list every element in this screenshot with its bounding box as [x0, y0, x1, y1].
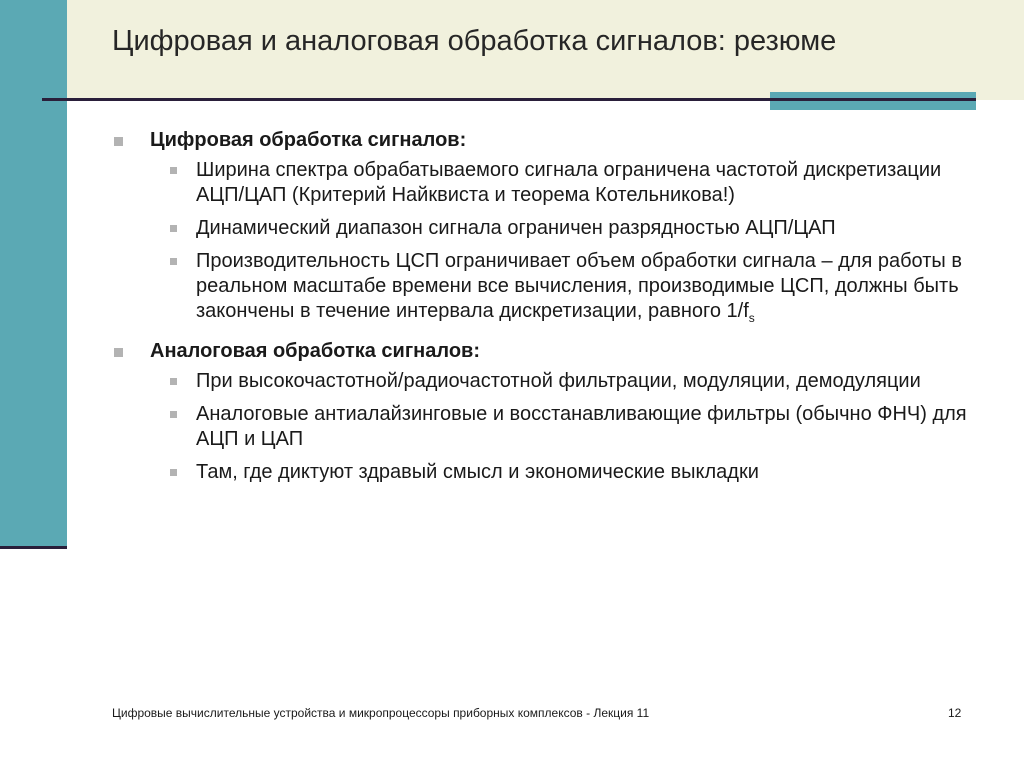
list-item [110, 216, 990, 241]
title-accent-bar [770, 92, 976, 110]
list-item-text: Там, где диктуют здравый смысл и экономические выкладки [196, 461, 759, 483]
page-number: 12 [948, 706, 962, 720]
list-item [110, 158, 990, 208]
list-item [110, 460, 990, 485]
section-analog [110, 339, 990, 485]
section-heading [110, 128, 990, 152]
list-item-text: Динамический диапазон сигнала ограничен разрядностью АЦП/ЦАП [196, 217, 836, 239]
square-bullet-icon [170, 258, 177, 265]
list-item-text: Производительность ЦСП ограничивает объем обработки сигнала – для работы в реальном масштабе времени все вычисления, производимые ЦСП, должны быть закончены в течение интервала дискретизации, равного 1/f [196, 250, 962, 322]
bullet-list [110, 158, 990, 331]
slide-content [110, 128, 990, 493]
square-bullet-icon [114, 137, 123, 146]
subscript-s: s [748, 311, 755, 325]
section-digital [110, 128, 990, 331]
section-heading-text: Аналоговая обработка сигналов: [150, 340, 480, 362]
section-heading-text: Цифровая обработка сигналов: [150, 129, 467, 151]
bullet-list [110, 369, 990, 485]
list-item-text: Ширина спектра обрабатываемого сигнала ограничена частотой дискретизации АЦП/ЦАП (Критерий Найквиста и теорема Котельникова!) [196, 159, 942, 206]
square-bullet-icon [170, 378, 177, 385]
square-bullet-icon [170, 411, 177, 418]
square-bullet-icon [114, 348, 123, 357]
square-bullet-icon [170, 167, 177, 174]
footer-text: Цифровые вычислительные устройства и микропроцессоры приборных комплексов - Лекция 11 [112, 706, 650, 720]
list-item-text: Аналоговые антиалайзинговые и восстанавливающие фильтры (обычно ФНЧ) для АЦП и ЦАП [196, 403, 967, 450]
side-bar-underline [0, 546, 67, 549]
list-item [110, 402, 990, 452]
list-item [110, 249, 990, 331]
list-item-text: При высокочастотной/радиочастотной фильтрации, модуляции, демодуляции [196, 370, 921, 392]
square-bullet-icon [170, 469, 177, 476]
teal-side-bar [0, 0, 67, 548]
list-item [110, 369, 990, 394]
slide-title: Цифровая и аналоговая обработка сигналов: резюме [112, 25, 837, 57]
square-bullet-icon [170, 225, 177, 232]
title-accent-line [770, 99, 976, 101]
section-heading [110, 339, 990, 363]
